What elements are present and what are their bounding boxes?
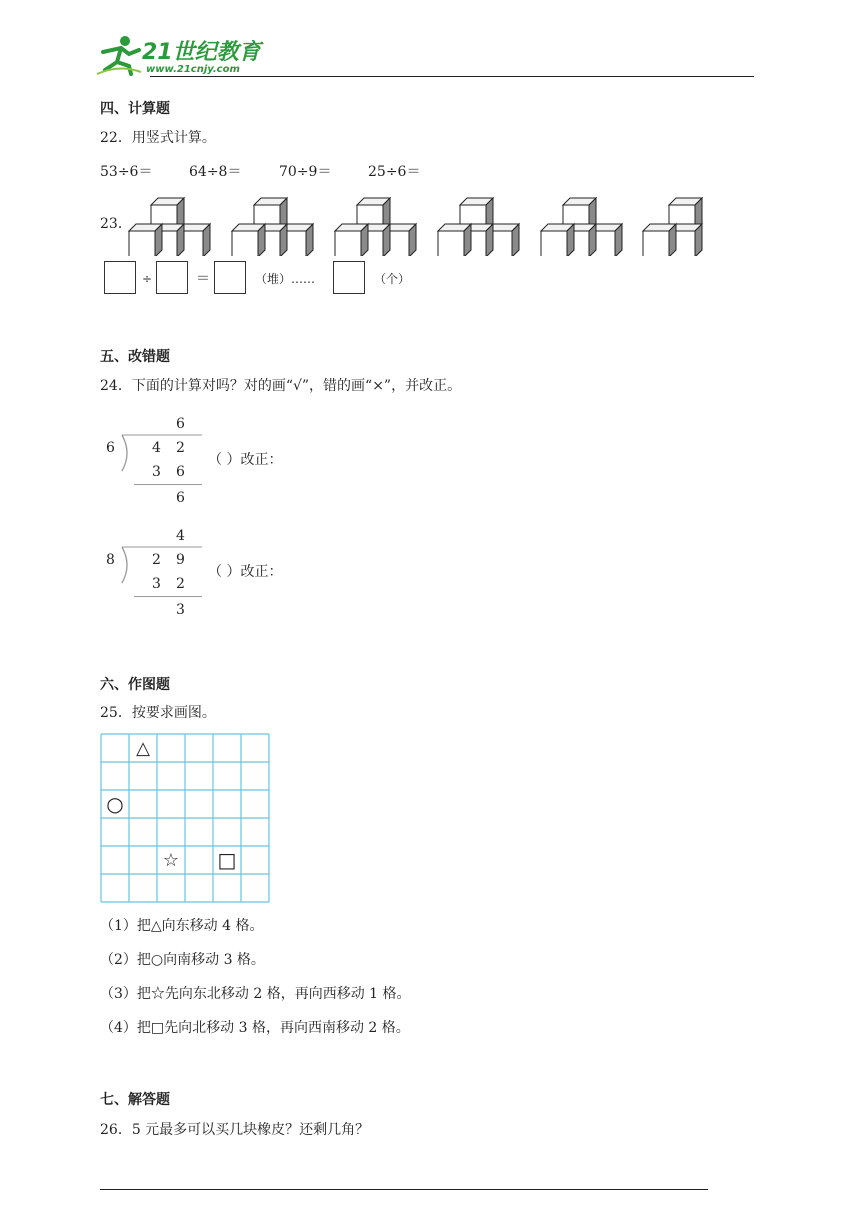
unit-piles: （堆）…… (255, 272, 316, 286)
dividend-tens: 4 (152, 440, 161, 456)
runner-logo-icon (95, 34, 143, 76)
instruction-1: （1）把△向东移动 4 格。 (100, 918, 264, 934)
instruction-2: （2）把○向南移动 3 格。 (100, 952, 265, 968)
cube-group-5 (541, 198, 622, 256)
calc-item-3: 70÷9＝ (279, 164, 332, 180)
section-title-7: 七、解答题 (100, 1092, 170, 1108)
answer-box-remainder[interactable] (333, 261, 365, 294)
correction-label[interactable]: （ ）改正： (208, 452, 283, 468)
divisor: 8 (106, 552, 115, 568)
question-25: 25．按要求画图。 (100, 705, 216, 721)
question-26: 26．5 元最多可以买几块橡皮？还剩几角？ (100, 1122, 370, 1138)
star-shape: ☆ (162, 850, 180, 871)
product-tens: 3 (152, 576, 161, 592)
triangle-shape: △ (136, 738, 150, 759)
section-title-4: 四、计算题 (100, 101, 170, 117)
product-ones: 2 (176, 576, 185, 592)
product-tens: 3 (152, 464, 161, 480)
quotient-digit: 6 (176, 416, 185, 432)
unit-items: （个） (374, 272, 411, 286)
footer-rule (100, 1189, 708, 1190)
instruction-4: （4）把□先向北移动 3 格，再向西南移动 2 格。 (100, 1020, 410, 1036)
cube-group-1 (129, 198, 210, 256)
question-24: 24．下面的计算对吗？对的画“√”，错的画“×”，并改正。 (100, 378, 462, 394)
dividend-ones: 9 (176, 552, 185, 568)
cube-group-2 (232, 198, 313, 256)
calc-item-1: 53÷6＝ (100, 164, 153, 180)
logo-url: www.21cnjy.com (146, 64, 240, 75)
divisor: 6 (106, 440, 115, 456)
cube-groups-figure (125, 186, 710, 256)
logo-title: 21世纪教育 (142, 40, 261, 65)
subtraction-line (134, 484, 202, 485)
answer-box-divisor[interactable] (156, 261, 188, 294)
calc-item-2: 64÷8＝ (189, 164, 242, 180)
dividend-tens: 2 (152, 552, 161, 568)
subtraction-line (134, 596, 202, 597)
answer-box-quotient[interactable] (214, 261, 246, 294)
dividend-ones: 2 (176, 440, 185, 456)
question-23-number: 23． (100, 216, 132, 232)
drawing-grid (100, 733, 273, 905)
answer-box-dividend[interactable] (104, 261, 136, 294)
instruction-3: （3）把☆先向东北移动 2 格，再向西移动 1 格。 (100, 986, 411, 1002)
square-shape: □ (217, 848, 237, 872)
division-sign: ÷ (142, 272, 153, 286)
remainder: 3 (176, 602, 185, 618)
cube-group-4 (438, 198, 519, 256)
cube-group-3 (335, 198, 416, 256)
quotient-digit: 4 (176, 528, 185, 544)
section-title-5: 五、改错题 (100, 349, 170, 365)
correction-label[interactable]: （ ）改正： (208, 564, 283, 580)
header-rule (150, 76, 754, 77)
division-bracket (118, 433, 204, 473)
question-22: 22．用竖式计算。 (100, 130, 216, 146)
calc-item-4: 25÷6＝ (368, 164, 421, 180)
product-ones: 6 (176, 464, 185, 480)
cube-group-6 (643, 198, 702, 256)
circle-shape: ○ (106, 792, 124, 816)
remainder: 6 (176, 490, 185, 506)
division-bracket (118, 545, 204, 585)
equals-sign: ＝ (196, 271, 210, 287)
section-title-6: 六、作图题 (100, 677, 170, 693)
